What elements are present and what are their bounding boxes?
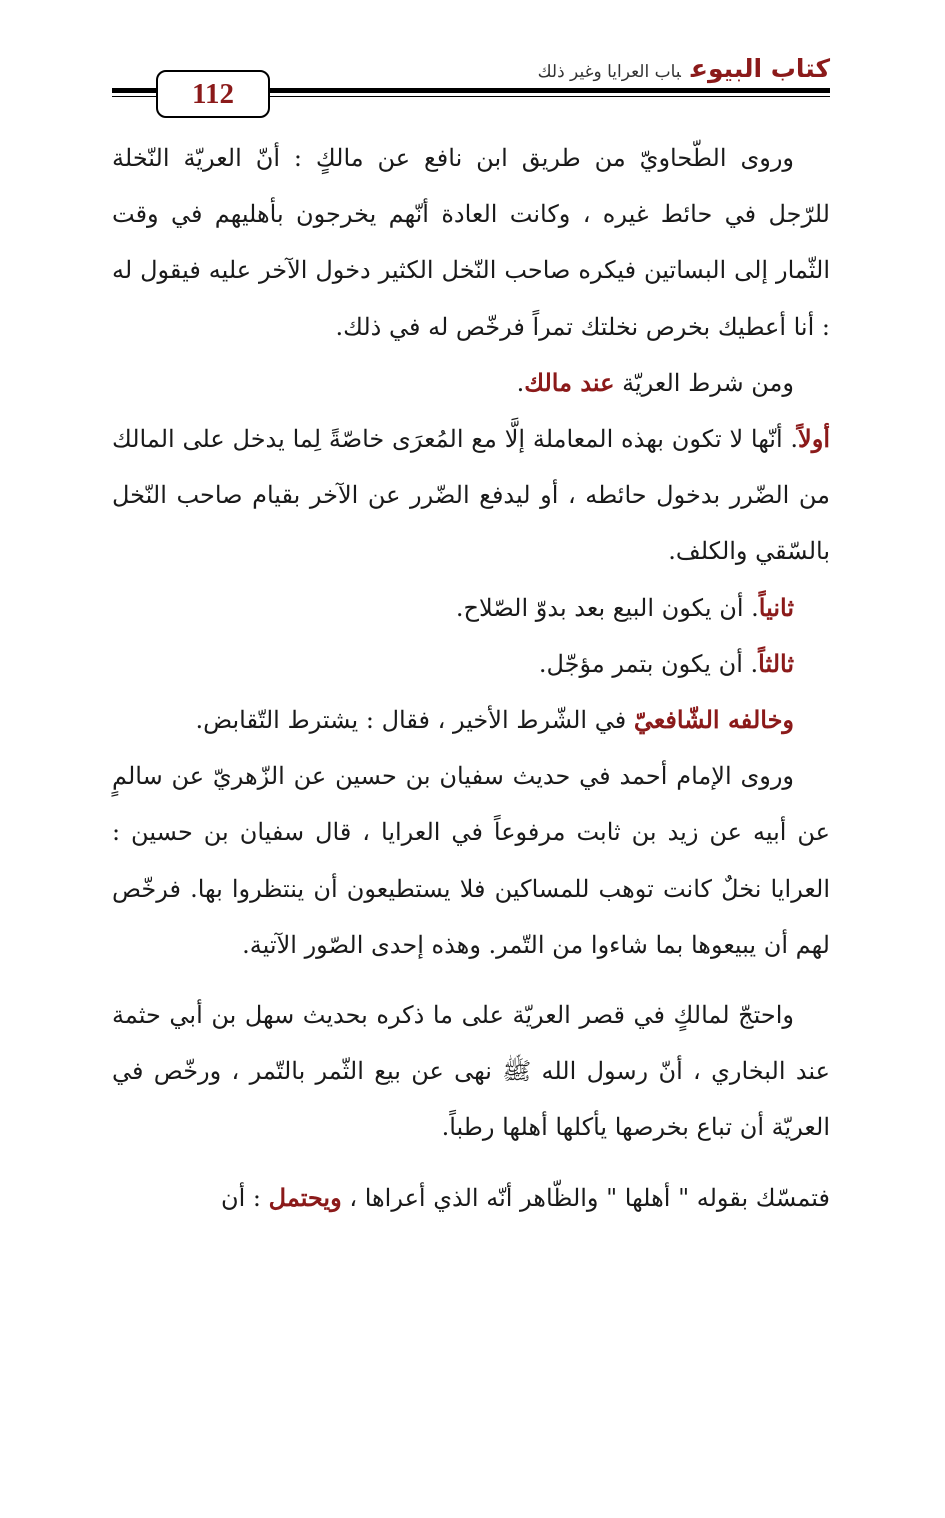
page-number: 112	[156, 70, 270, 118]
p9-text: فتمسّك بقوله " أهلها " والظّاهر أنّه الذي أعراها ،	[341, 1183, 830, 1212]
paragraph-1: وروى الطّحاويّ من طريق ابن نافع عن مالكٍ : أنّ العريّة النّخلة للرّجل في حائط غيره ، وكانت العادة أنّهم يخرجون بأهليهم في وقت الثّمار إلى البساتين فيكره صاحب النّخل الكثير دخول الآخر عليه فيقول له : أنا أعطيك بخرص نخلتك تمراً فرخّص له في ذلك.	[112, 144, 830, 341]
p3-highlight: أولاً	[798, 424, 830, 454]
paragraph-6	[112, 692, 830, 748]
p6-text: في الشّرط الأخير ، فقال : يشترط التّقابض.	[195, 706, 634, 735]
p9-end: : أن	[221, 1183, 269, 1212]
paragraph-4	[112, 580, 830, 636]
paragraph-7: وروى الإمام أحمد في حديث سفيان بن حسين عن الزّهريّ عن سالمٍ عن أبيه عن زيد بن ثابت مرفوعاً في العرايا ، قال سفيان بن حسين : العرايا نخلٌ كانت توهب للمساكين فلا يستطيعون أن ينتظروا بها. فرخّص لهم أن يبيعوها بما شاءوا من التّمر. وهذه إحدى الصّور الآتية.	[112, 762, 830, 959]
paragraph-2	[112, 355, 830, 411]
paragraph-8: واحتجّ لمالكٍ في قصر العريّة على ما ذكره بحديث سهل بن أبي حثمة عند البخاري ، أنّ رسول الله ﷺ نهى عن بيع الثّمر بالتّمر ، ورخّص في العريّة أن تباع بخرصها يأكلها أهلها رطباً.	[112, 1001, 830, 1142]
p2-text: ومن شرط العريّة	[614, 368, 794, 397]
p9-highlight: ويحتمل	[268, 1182, 342, 1212]
p2-highlight: عند مالك	[524, 367, 615, 397]
paragraph-9	[112, 1170, 830, 1226]
p4-text: . أن يكون البيع بعد بدوّ الصّلاح.	[455, 593, 759, 622]
p5-text: . أن يكون بتمر مؤجّل.	[538, 649, 759, 678]
p6-highlight: وخالفه الشّافعيّ	[633, 705, 794, 735]
page-header	[112, 55, 830, 117]
p3-text: . أنّها لا تكون بهذه المعاملة إلَّا مع المُعرَى خاصّةً لِما يدخل على المالك من الضّرر بدخول حائطه ، أو ليدفع الضّرر عن الآخر بقيام صاحب النّخل بالسّقي والكلف.	[112, 425, 830, 566]
page-body	[112, 130, 830, 1226]
paragraph-3	[112, 411, 830, 580]
chapter-title: باب العرايا وغير ذلك	[537, 62, 681, 82]
p2-end: .	[516, 368, 525, 397]
p4-highlight: ثانياً	[758, 592, 794, 622]
book-title: كتاب البيوع	[690, 54, 830, 83]
p5-highlight: ثالثاً	[758, 648, 794, 678]
paragraph-5	[112, 636, 830, 692]
running-title	[538, 55, 830, 86]
